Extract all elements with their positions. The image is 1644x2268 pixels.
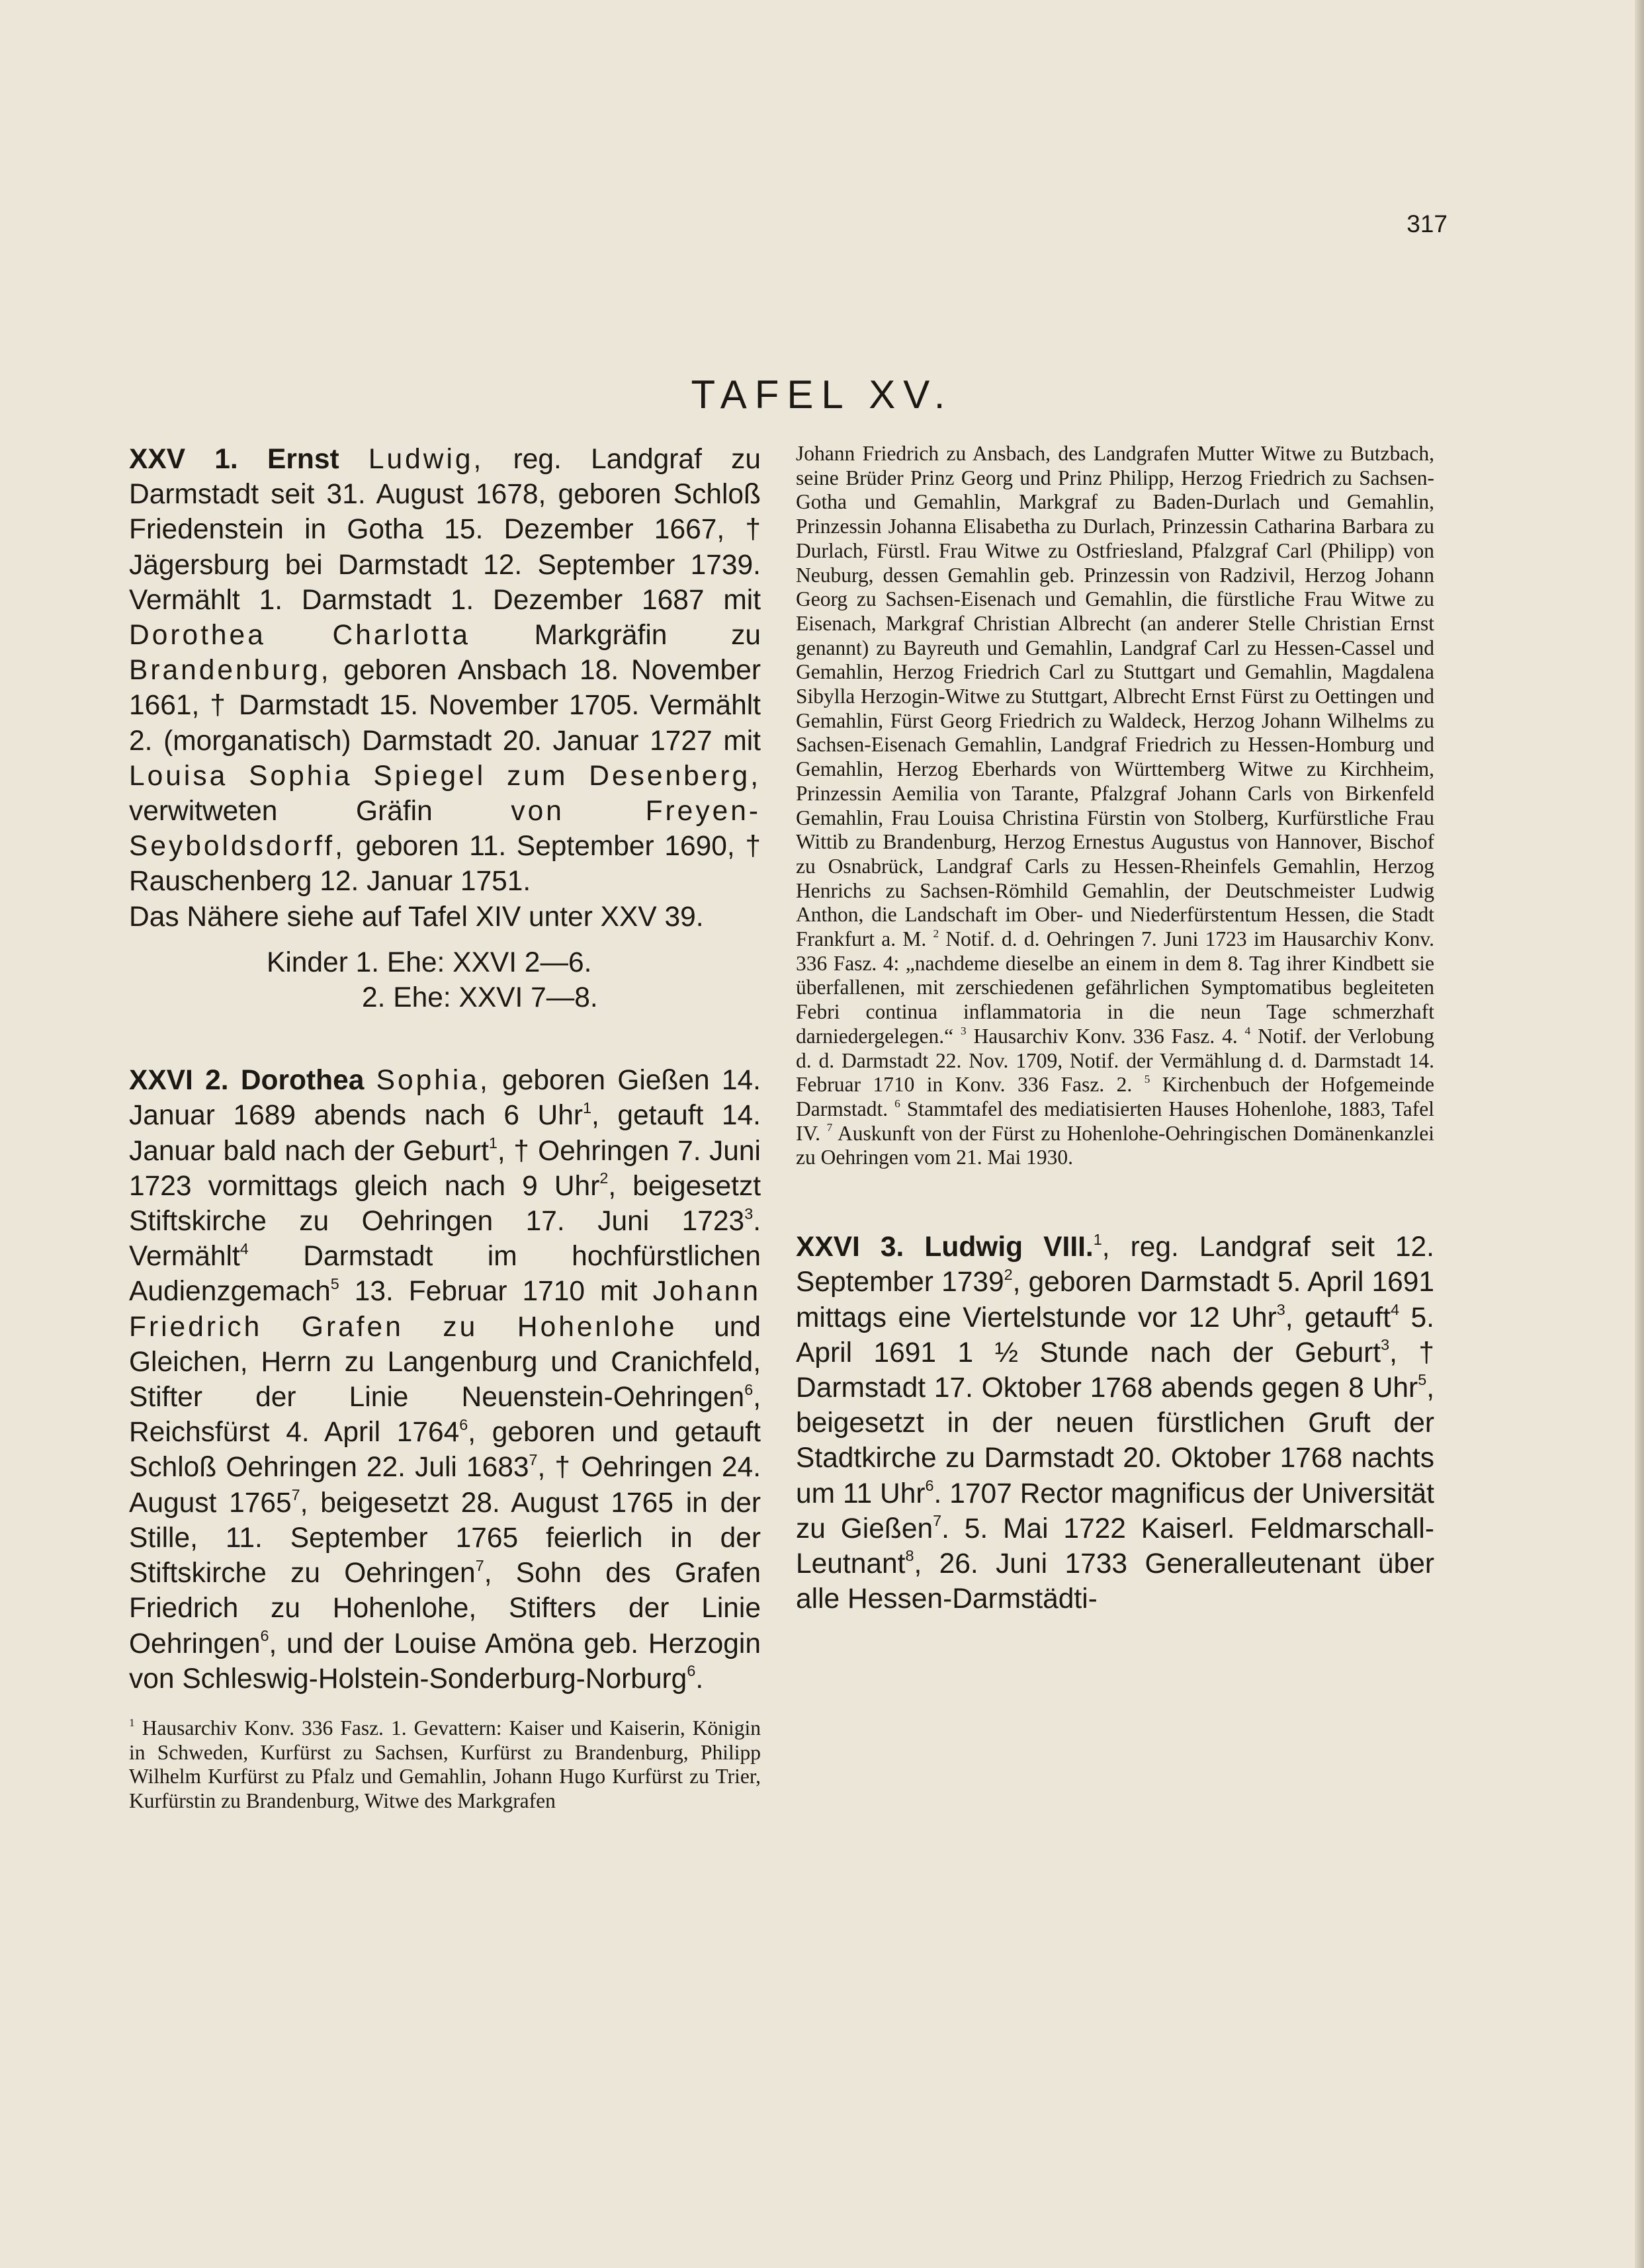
entry-text: geboren Ansbach 18. November 1661, † Darmstadt 15. November 1705. Vermählt 2. (morganatisch) Darmstadt 20. Januar 1727 mit [129, 655, 761, 757]
entry-text: verwitweten Gräfin [129, 796, 511, 827]
spouse-name: Louisa Sophia Spiegel zum Desenberg, [129, 760, 761, 792]
footnote-mark: 7 [291, 1486, 300, 1504]
footnote-mark: 7 [933, 1512, 942, 1530]
footnote-mark: 7 [529, 1451, 538, 1468]
entry-ref: XXV 1. [129, 444, 238, 475]
footnote-text: Auskunft von der Fürst zu Hohenlohe-Oehringischen Domänenkanzlei zu Oehringen vom 21. Mai 1930. [796, 1121, 1434, 1169]
page-number: 317 [1406, 210, 1448, 237]
page-title: TAFEL XV. [691, 372, 953, 417]
footnote-1 [129, 1716, 761, 1814]
entry-text: , und der Louise Amöna geb. Herzogin von Schleswig-Holstein-Sonderburg-Norburg [129, 1628, 761, 1695]
footnote-mark: 2 [599, 1169, 609, 1187]
footnote-mark: 6 [925, 1477, 934, 1495]
footnote-mark: 1 [488, 1134, 498, 1152]
footnote-mark: 6 [744, 1380, 754, 1398]
entry-text: , † Oehringen 24. August 1765 [129, 1452, 761, 1519]
footnote-text: Johann Friedrich zu Ansbach, des Landgrafen Mutter Witwe zu Butzbach, seine Brüder Prinz Georg und Prinz Philipp, Herzog Friedrich zu Sachsen-Gotha und Gemahlin, Markgraf zu Baden-Durlach und Gemahlin, Prinzessin Johanna Elisabetha zu Durlach, Prinzessin Catharina Barbara zu Durlach, Fürstl. Frau Witwe zu Ostfriesland, Pfalzgraf Carl (Philipp) von Neuburg, dessen Gemahlin geb. Prinzessin von Radzivil, Herzog Johann Georg zu Sachsen-Eisenach und Gemahlin, die fürstliche Frau Witwe zu Eisenach, Markgraf Christian Albrecht (an anderer Stelle Christian Ernst genannt) zu Bayreuth und Gemahlin, Landgraf Carl zu Hessen-Cassel und Gemahlin, Herzog Friedrich Carl zu Stuttgart und Gemahlin, Magdalena Sibylla Herzogin-Witwe zu Stuttgart, Albrecht Ernst Fürst zu Oettingen und Gemahlin, Fürst Georg Friedrich zu Waldeck, Herzog Johann Wilhelms zu Sachsen-Eisenach Gemahlin, Landgraf Friedrich zu Hessen-Homburg und Gemahlin, Herzog Eberhards von Württemberg Witwe zu Kirchheim, Prinzessin Aemilia von Tarante, Pfalzgraf Johann Carls von Birkenfeld Gemahlin, Frau Louisa Christina Fürstin von Stolberg, Kurfürstliche Frau Wittib zu Brandenburg, Herzog Ernestus Augustus von Hannover, Bischof zu Osnabrück, Landgraf Carls zu Hessen-Rheinfels Gemahlin, Herzog Henrichs zu Sachsen-Römhild Gemahlin, der Deutschmeister Ludwig Anthon, die Landschaft im Ober- und Niederfürstentum Hessen, die Stadt Frankfurt a. M. [796, 442, 1434, 951]
entry-text: . 5. Mai 1722 Kaiserl. Feldmarschall-Leutnant [796, 1513, 1434, 1579]
entry-xxv-1 [129, 442, 761, 900]
footnote-mark: 6 [459, 1415, 468, 1433]
entry-text: . 1707 Rector magnificus der Universität zu Gießen [796, 1478, 1434, 1544]
footnote-mark: 1 [1093, 1230, 1102, 1248]
footnote-number: 4 [1244, 1024, 1251, 1037]
entry-text: , Reichsfürst 4. April 1764 [129, 1382, 761, 1449]
children-first-marriage: Kinder 1. Ehe: XXVI 2—6. [267, 946, 592, 978]
entry-name: Ernst [267, 444, 339, 475]
footnote-mark: 2 [1004, 1265, 1013, 1283]
entry-text: 5. April 1691 1 ½ Stunde nach der Geburt [796, 1302, 1434, 1368]
footnote-text: Hausarchiv Konv. 336 Fasz. 1. Gevattern: Kaiser und Kaiserin, Königin in Schweden, Kurfürst zu Sachsen, Kurfürst zu Brandenburg, Philipp Wilhelm Kurfürst zu Pfalz und Gemahlin, Johann Hugo Kurfürst zu Trier, Kurfürstin zu Brandenburg, Witwe des Markgrafen [129, 1716, 761, 1813]
footnote-text: Notif. der Verlobung d. d. Darmstadt 22. Nov. 1709, Notif. der Vermählung d. d. Darmstadt 14. Februar 1710 in Konv. 336 Fasz. 2. [796, 1024, 1435, 1097]
entry-xxvi-2 [129, 1063, 761, 1697]
entry-text: , geboren und getauft Schloß Oehringen 22. Juli 1683 [129, 1417, 761, 1484]
footnote-mark: 5 [1418, 1371, 1427, 1389]
entry-text: , getauft 14. Januar bald nach der Geburt [129, 1100, 761, 1167]
footnote-text: Notif. d. d. Oehringen 7. Juni 1723 im Hausarchiv Konv. 336 Fasz. 4: „nachdeme dieselbe an einem in dem 8. Tag ihrer Kindbett sie überfallenen, mit zerschiedenen gefährlichen Symptomatibus begleiteten Febri continua inflammatoria in die neun Tage schmerzhaft darniedergelegen.“ [796, 927, 1434, 1048]
entry-text: 13. Februar 1710 mit [339, 1276, 653, 1308]
entry-text: , † Darmstadt 17. Oktober 1768 abends gegen 8 Uhr [796, 1337, 1434, 1404]
spouse-name: Johann Friedrich Grafen zu Hohenlohe [129, 1276, 761, 1343]
entry-text: , beigesetzt in der neuen fürstlichen Gruft der Stadtkirche zu Darmstadt 20. Oktober 1768 nachts um 11 Uhr [796, 1372, 1434, 1509]
left-column [129, 442, 761, 1814]
entry-ref: XXVI 2. [129, 1065, 229, 1097]
entry-text: , reg. Landgraf seit 12. September 1739 [796, 1232, 1434, 1298]
footnote-text: Stammtafel des mediatisierten Hauses Hohenlohe, 1883, Tafel IV. [796, 1097, 1434, 1145]
footnote-mark: 8 [905, 1547, 914, 1565]
footnote-mark: 3 [744, 1204, 754, 1222]
entry-name: Ludwig VIII. [924, 1232, 1094, 1263]
footnote-mark: 6 [260, 1627, 269, 1645]
footnote-number: 2 [933, 927, 939, 940]
children-second-marriage: 2. Ehe: XXVI 7—8. [362, 982, 598, 1014]
entry-text: geboren 11. September 1690, † Rauschenberg 12. Januar 1751. [129, 831, 761, 898]
entry-name: Dorothea [240, 1065, 365, 1097]
entry-text: Markgräfin zu [470, 620, 761, 651]
entry-text: , beigesetzt Stiftskirche zu Oehringen 17. Juni 1723 [129, 1170, 761, 1238]
entry-name-spaced: Sophia, [376, 1065, 490, 1097]
entry-xxvi-3 [796, 1230, 1434, 1617]
footnote-text: Hausarchiv Konv. 336 Fasz. 4. [966, 1024, 1238, 1048]
footnote-number: 5 [1144, 1073, 1150, 1086]
footnote-mark: 4 [1391, 1301, 1400, 1319]
footnotes-continued [796, 442, 1434, 1170]
page-edge [1635, 0, 1644, 2268]
footnote-number: 1 [129, 1716, 135, 1729]
right-column [796, 442, 1434, 1617]
entry-text: , geboren Darmstadt 5. April 1691 mittags eine Viertelstunde vor 12 Uhr [796, 1267, 1434, 1333]
entry-text: reg. Landgraf zu Darmstadt seit 31. August 1678, geboren Schloß Friedenstein in Gotha 15. Dezember 1667, † Jägersburg bei Darmstadt 12. September 1739. Vermählt 1. Darmstadt 1. Dezember 1687 mit [129, 444, 761, 616]
children-list [129, 945, 761, 1015]
spouse-name: Dorothea Charlotta [129, 620, 470, 651]
entry-text: , Sohn des Grafen Friedrich zu Hohenlohe, Stifters der Linie Oehringen [129, 1558, 761, 1659]
footnote-mark: 6 [687, 1662, 696, 1680]
footnote-mark: 3 [1381, 1336, 1390, 1354]
footnote-mark: 3 [1276, 1301, 1285, 1319]
entry-text: , getauft [1285, 1302, 1391, 1333]
footnote-number: 7 [826, 1121, 833, 1134]
entry-text: und Gleichen, Herrn zu Langenburg und Cranichfeld, Stifter der Linie Neuenstein-Oehringen [129, 1311, 761, 1413]
entry-text: . [695, 1663, 704, 1695]
entry-text: Darmstadt im hochfürstlichen Audienzgemach [129, 1241, 761, 1308]
footnote-mark: 1 [583, 1099, 592, 1116]
entry-text: , 26. Juni 1733 Generalleutenant über alle Hessen-Darmstädti- [796, 1548, 1434, 1615]
entry-text: . Vermählt [129, 1206, 761, 1273]
see-reference: Das Nähere siehe auf Tafel XIV unter XXV 39. [129, 901, 704, 933]
spouse-name: von Freyen-Seyboldsdorff, [129, 796, 761, 862]
entry-name-spaced: Ludwig, [368, 444, 484, 475]
entry-text: , beigesetzt 28. August 1765 in der Stille, 11. September 1765 feierlich in der Stiftskirche zu Oehringen [129, 1487, 761, 1589]
footnote-mark: 4 [239, 1239, 249, 1257]
place-name: Brandenburg, [129, 655, 331, 687]
entry-ref: XXVI 3. [796, 1232, 904, 1263]
footnote-number: 3 [961, 1024, 967, 1037]
footnote-text: Kirchenbuch der Hofgemeinde Darmstadt. [796, 1073, 1434, 1120]
footnote-mark: 5 [330, 1275, 339, 1292]
entry-text: geboren Gießen 14. Januar 1689 abends nach 6 Uhr [129, 1065, 761, 1132]
entry-text: , † Oehringen 7. Juni 1723 vormittags gleich nach 9 Uhr [129, 1135, 761, 1202]
footnote-number: 6 [894, 1097, 900, 1110]
footnote-mark: 7 [475, 1556, 484, 1574]
